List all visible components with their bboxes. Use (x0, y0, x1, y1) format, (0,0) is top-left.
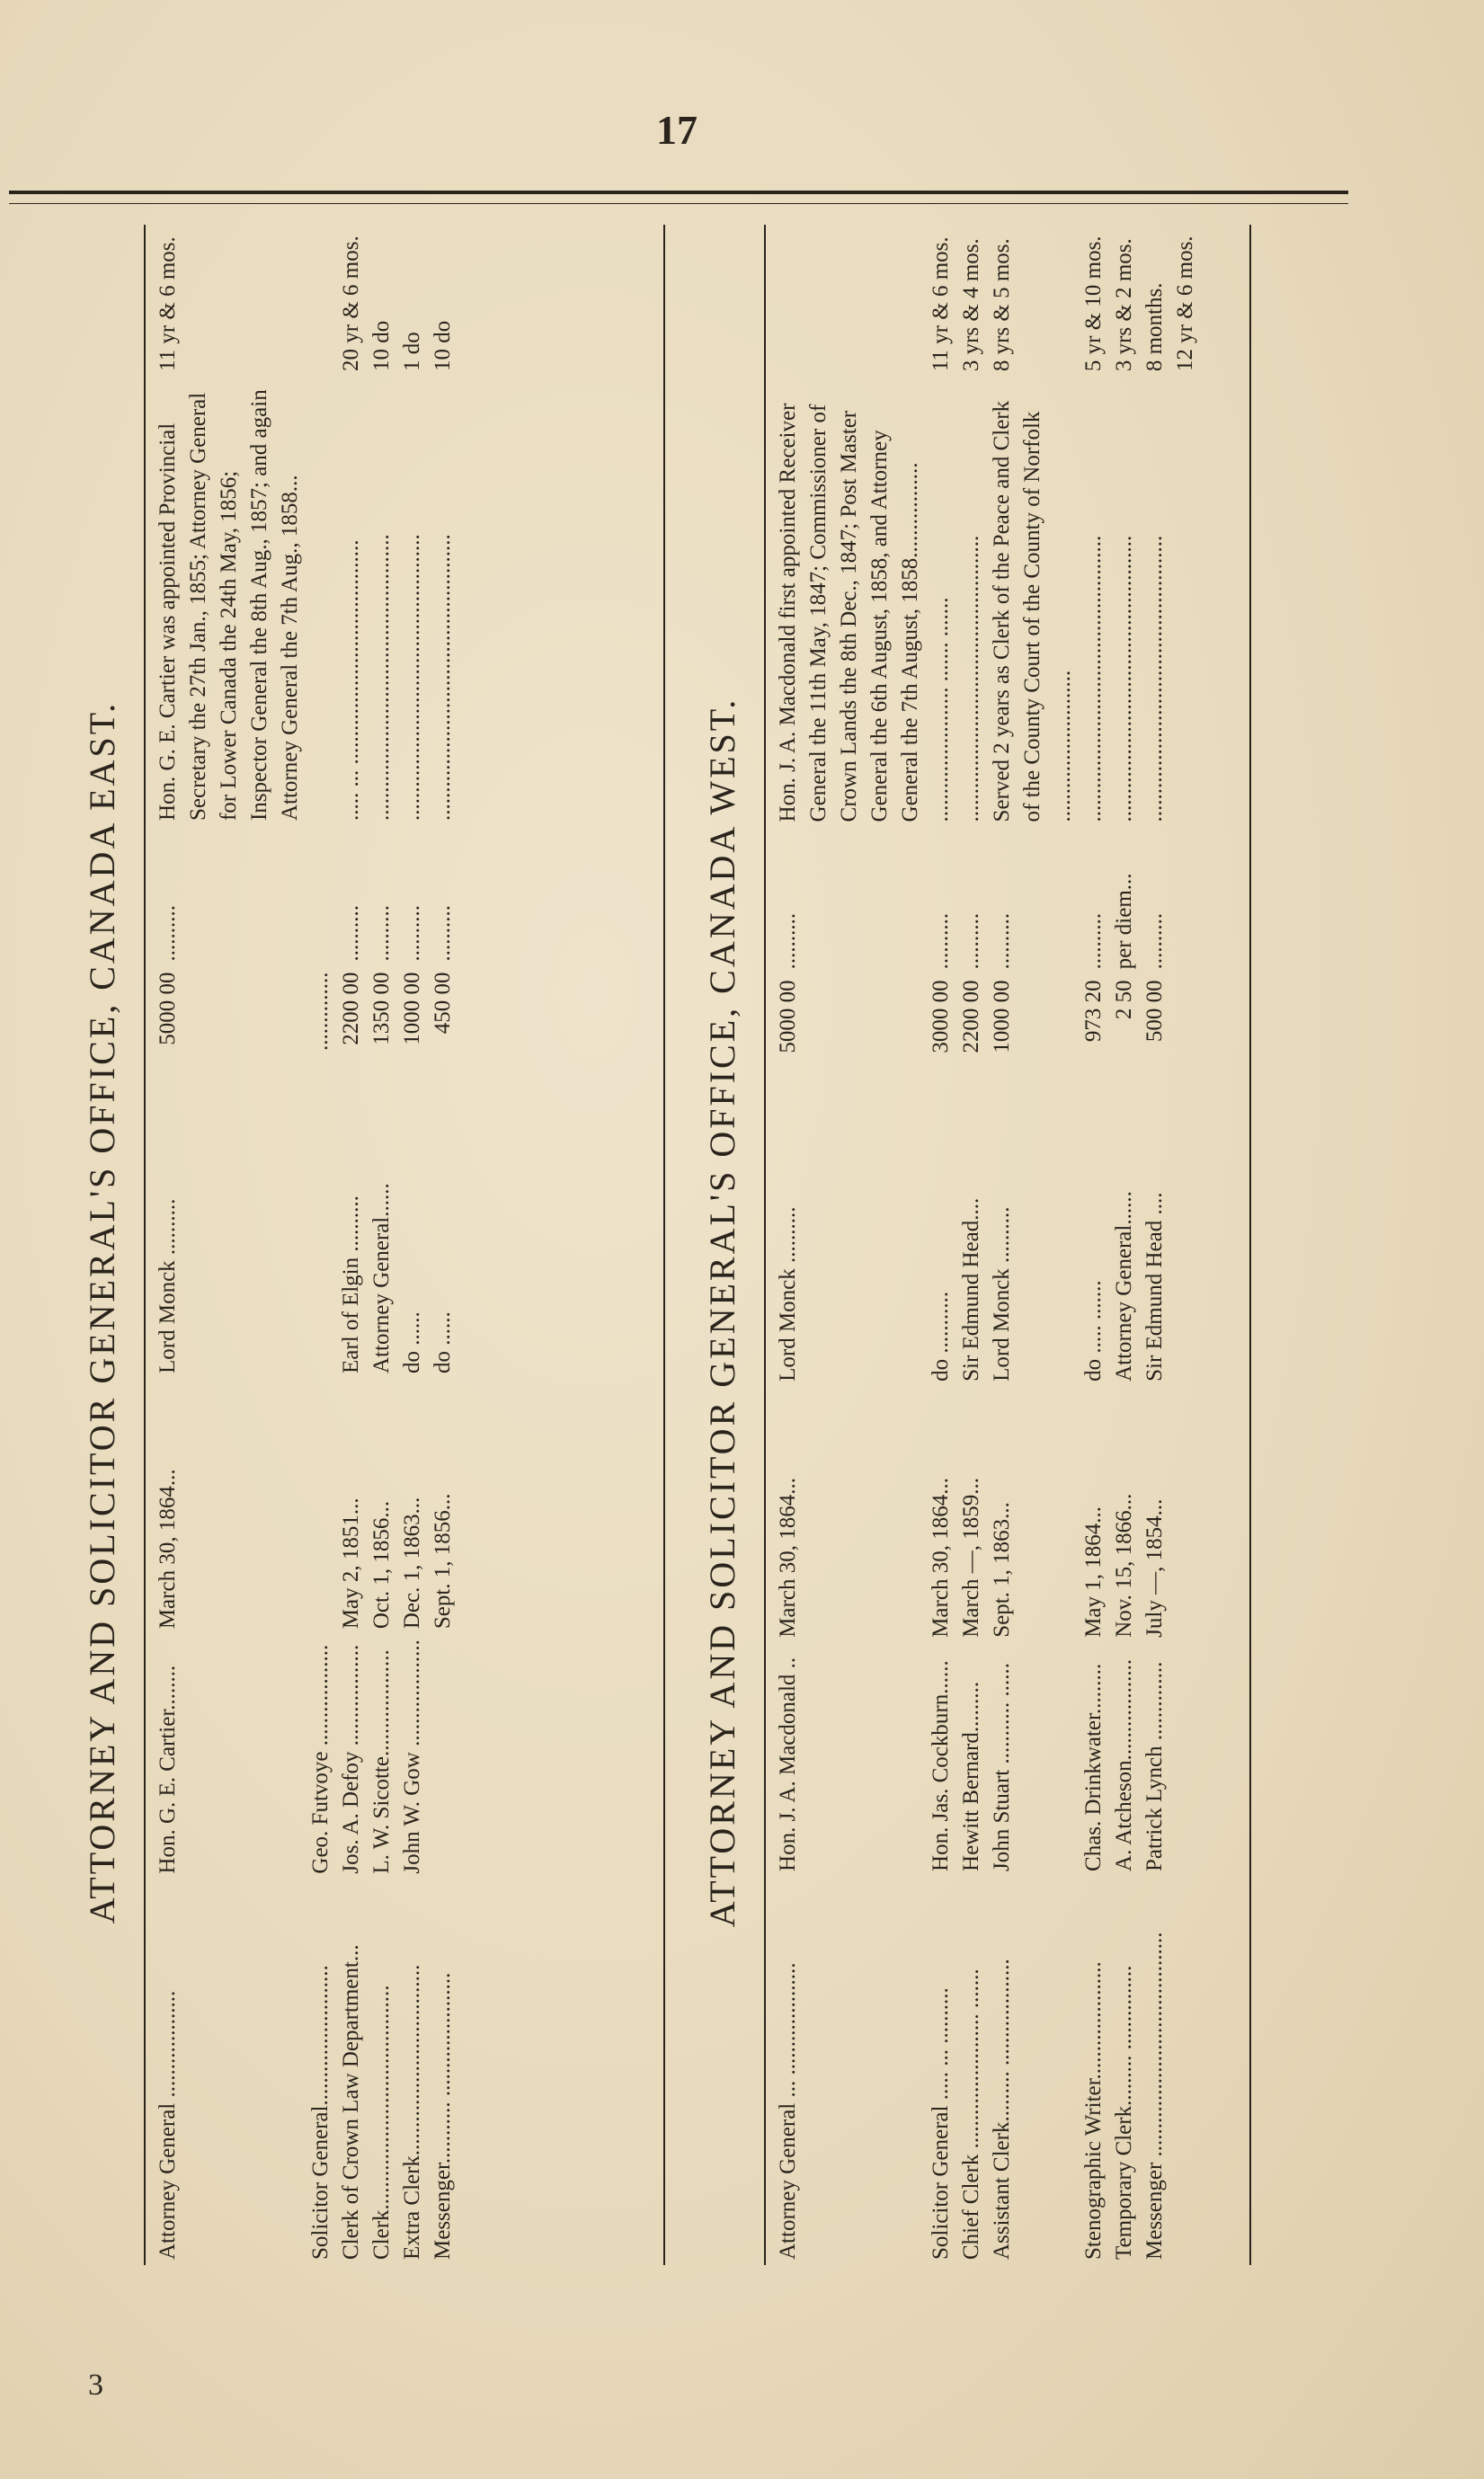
cell-appointed-by: Lord Monck .......... (156, 1198, 180, 1373)
cell-office: Solicitor General ..... ... .......... (929, 1987, 953, 2260)
cell-office: Chief Clerk ........................ ....... (959, 1968, 983, 2260)
cell-name: Jos. A. Defoy .................. (339, 1644, 363, 1874)
cell-date: Oct. 1, 1856... (369, 1500, 394, 1630)
cell-allowance: .......... (929, 912, 953, 970)
cell-office (1170, 1877, 1201, 2265)
cell-name: L. W. Sicotte................... (369, 1649, 394, 1874)
cell-remarks: ................................................... (1112, 535, 1136, 822)
cell-appointed-by: do ........... (929, 1291, 953, 1382)
cell-remarks: ................................................... (1081, 535, 1106, 822)
table-row (397, 216, 428, 2265)
cell-salary: 500 00 (1142, 980, 1167, 1043)
table-row (773, 216, 926, 2265)
cell-remarks (306, 377, 336, 826)
cell-salary: 450 00 (431, 972, 455, 1035)
cell-appointed-by: Earl of Elgin .......... (339, 1195, 363, 1373)
section-west-bottom-rule (1249, 225, 1251, 2265)
cell-date: March 30, 1864... (776, 1478, 800, 1638)
cell-appointed-by: Attorney General...... (1112, 1191, 1136, 1382)
cell-salary: 1350 00 (369, 972, 394, 1045)
cell-remarks: ................................................... (431, 534, 455, 822)
cell-salary: 5000 00 (156, 972, 180, 1045)
cell-date: July —, 1854... (1142, 1498, 1167, 1638)
cell-name (428, 1634, 458, 1879)
table-row (956, 216, 987, 2265)
cell-allowance: .......... (369, 905, 394, 962)
table-row (1140, 216, 1170, 2265)
table-row (926, 216, 956, 2265)
cell-allowance (1170, 827, 1201, 974)
cell-allowance: .......... (990, 912, 1014, 970)
cell-date: March 30, 1864... (929, 1478, 953, 1638)
cell-date: March 30, 1864... (156, 1469, 180, 1630)
cell-remarks: Hon. G. E. Cartier was appointed Provincial Secretary the 27th Jan., 1855; Attorney General for Lower Canada the 24th May, 1856; Inspector General the 8th Aug., 1857; and again Attorney General the 7th Aug., 1858... (156, 389, 302, 822)
cell-service: 20 yr & 6 mos. (339, 235, 363, 371)
table-row (428, 216, 458, 2265)
cell-remarks: Hon. J. A. Macdonald first appointed Receiver General the 11th May, 1847; Commissioner of Crown Lands the 8th Dec., 1847; Post Master General the 6th August, 1858, and Attorney General the 7th August, 1858................. (776, 403, 922, 822)
cell-name: Hon. G. E. Cartier........ (156, 1665, 180, 1874)
cell-office: Clerk........................................ (369, 1985, 394, 2260)
cell-office: Messenger ........................................ (1142, 1932, 1167, 2260)
cell-name: Hon. Jas. Cockburn...... (929, 1660, 953, 1871)
cell-appointed-by: do ...... (400, 1311, 424, 1373)
sheet-mark: 3 (88, 2368, 103, 2402)
table-row (336, 216, 367, 2265)
cell-allowance: .......... (156, 905, 180, 962)
cell-service: 8 months. (1142, 282, 1167, 372)
cell-name: Patrick Lynch .............. (1142, 1661, 1167, 1871)
cell-office: Stenographic Writer..................... (1081, 1961, 1106, 2260)
cell-allowance: .......... (339, 905, 363, 962)
cell-name (1170, 1643, 1201, 1877)
cell-remarks: ................................................... (369, 534, 394, 822)
rotated-table (81, 216, 1411, 2409)
cell-date: Nov. 15, 1866... (1112, 1493, 1136, 1638)
cell-appointed-by (306, 1118, 336, 1379)
cell-service: 3 yrs & 2 mos. (1112, 238, 1136, 372)
table-row (367, 216, 397, 2265)
cell-service (773, 216, 926, 377)
section-east-bottom-rule (663, 225, 665, 2265)
cell-office: Assistant Clerk......... ................... (990, 1959, 1014, 2260)
top-rule (9, 191, 1348, 204)
cell-service: 11 yr & 6 mos. (929, 236, 953, 372)
cell-remarks (1170, 377, 1201, 827)
cell-service: 10 do (431, 320, 455, 371)
cell-appointed-by: do ...... (431, 1311, 455, 1373)
cell-name: John W. Gow ................... (400, 1639, 424, 1874)
cell-salary: 2200 00 (959, 980, 983, 1053)
cell-appointed-by: Attorney General...... (369, 1183, 394, 1373)
cell-service: 1 do (400, 332, 424, 371)
cell-allowance: .......... (1142, 912, 1167, 970)
section-east-top-rule (144, 225, 146, 2265)
cell-remarks: ................................................... (1142, 535, 1167, 822)
cell-office: Messenger........... ...................... (431, 1972, 455, 2260)
section-west-table (773, 216, 1201, 2265)
cell-service (306, 216, 336, 377)
cell-service: 12 yr & 6 mos. (1173, 235, 1197, 372)
cell-date: May 1, 1864... (1081, 1506, 1106, 1638)
cell-remarks: ..... ... ........................................ (339, 539, 363, 822)
cell-allowance: .......... (959, 912, 983, 970)
cell-service: 5 yr & 10 mos. (1081, 235, 1106, 372)
cell-name: Hon. J. A. Macdonald .. (776, 1657, 800, 1871)
cell-appointed-by: Sir Edmund Head.... (959, 1197, 983, 1382)
cell-service: 8 yrs & 5 mos. (990, 238, 1014, 372)
cell-allowance: .......... (431, 905, 455, 962)
cell-remarks: ........................ ....... ....... (929, 597, 953, 822)
cell-name: Hewitt Bernard......... (959, 1681, 983, 1871)
cell-office: Attorney General ................... (156, 1990, 180, 2260)
cell-allowance (306, 826, 336, 967)
cell-name: A. Atcheson.................. (1112, 1658, 1136, 1871)
cell-service: 11 yr & 6 mos. (156, 236, 180, 371)
cell-appointed-by: Sir Edmund Head .... (1142, 1192, 1167, 1382)
section-east-table (153, 216, 458, 2265)
cell-service: 10 do (369, 320, 394, 371)
cell-office: Extra Clerk.................................. (400, 1964, 424, 2260)
cell-office: Temporary Clerk......... ............... (1112, 1965, 1136, 2260)
page-number: 17 (656, 107, 698, 153)
cell-salary: 1000 00 (990, 980, 1014, 1053)
cell-appointed-by (1170, 1126, 1201, 1387)
table-row (306, 216, 336, 2265)
cell-date: Dec. 1, 1863... (400, 1497, 424, 1630)
section-title-east: ATTORNEY AND SOLICITOR GENERAL'S OFFICE, CANADA EAST. (82, 700, 122, 1924)
cell-office: Clerk of Crown Law Department... (339, 1944, 363, 2260)
cell-office: Attorney General ... .................... (776, 1962, 800, 2260)
cell-salary: 1000 00 (400, 972, 424, 1045)
cell-salary: 3000 00 (929, 980, 953, 1053)
cell-remarks: Served 2 years as Clerk of the Peace and Clerk of the County Court of the County of Norfolk ........................... (990, 400, 1075, 822)
cell-remarks: ................................................... (959, 535, 983, 822)
cell-allowance: per diem... (1112, 873, 1136, 970)
cell-office: Solicitor General......................... (308, 1965, 333, 2260)
cell-date (1170, 1387, 1201, 1643)
cell-salary (1170, 974, 1201, 1125)
table-row (987, 216, 1079, 2265)
cell-service: 3 yrs & 4 mos. (959, 238, 983, 372)
cell-date (306, 1379, 336, 1634)
cell-salary: 973 20 (1081, 980, 1106, 1043)
cell-appointed-by: Lord Monck .......... (990, 1206, 1014, 1382)
table-row (153, 216, 306, 2265)
section-title-west: ATTORNEY AND SOLICITOR GENERAL'S OFFICE, CANADA WEST. (702, 697, 742, 1928)
cell-salary: 2200 00 (339, 972, 363, 1045)
table-row (1109, 216, 1140, 2265)
section-west-top-rule (764, 225, 766, 2265)
cell-salary: 2 50 (1112, 980, 1136, 1020)
table-row (1170, 216, 1201, 2265)
cell-date: Sept. 1, 1856... (431, 1493, 455, 1630)
cell-allowance: .......... (400, 905, 424, 962)
cell-name: John Stuart ........... ...... (990, 1663, 1014, 1871)
cell-name: Geo. Futvoye .................. (308, 1644, 333, 1874)
cell-date: Sept. 1, 1863... (990, 1502, 1014, 1638)
cell-allowance: .......... (1081, 912, 1106, 970)
cell-name: Chas. Drinkwater......... (1081, 1663, 1106, 1871)
cell-salary: .............. (308, 972, 333, 1052)
cell-date: March —, 1859... (959, 1478, 983, 1638)
cell-appointed-by: Lord Monck .......... (776, 1206, 800, 1382)
cell-appointed-by: do ..... ....... (1081, 1280, 1106, 1382)
cell-allowance: .......... (776, 912, 800, 970)
table-row (1079, 216, 1109, 2265)
cell-remarks: ................................................... (400, 534, 424, 822)
cell-salary: 5000 00 (776, 980, 800, 1053)
cell-date: May 2, 1851... (339, 1497, 363, 1630)
